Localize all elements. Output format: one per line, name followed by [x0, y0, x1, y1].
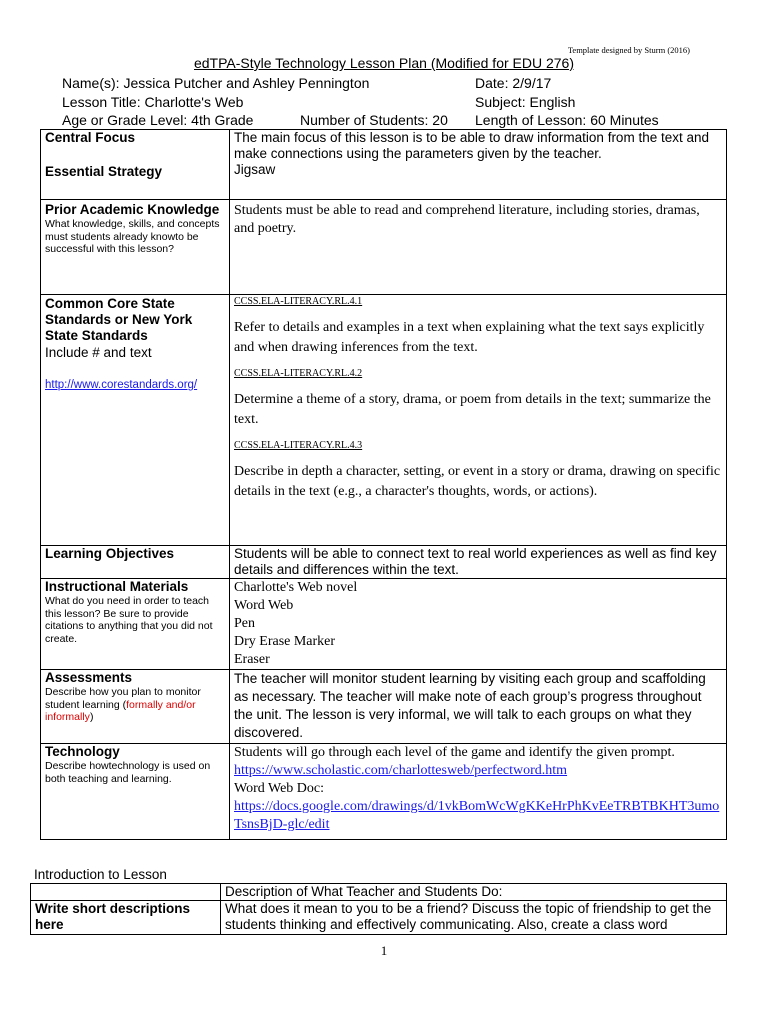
word-web-doc-label: Word Web Doc:	[234, 781, 325, 796]
assessments-label: Assessments	[45, 670, 133, 685]
standard-code[interactable]: CCSS.ELA-LITERACY.RL.4.1	[234, 296, 363, 307]
objectives-label-cell	[41, 546, 230, 579]
technology-label: Technology	[45, 744, 120, 759]
prior-knowledge-label: Prior Academic Knowledge	[45, 202, 220, 217]
objectives-row	[41, 546, 727, 579]
standard-code[interactable]: CCSS.ELA-LITERACY.RL.4.3	[234, 440, 363, 451]
template-credit: Template designed by Sturm (2016)	[567, 45, 690, 55]
students-field: Number of Students: 20	[300, 112, 448, 128]
focus-value-cell	[230, 130, 727, 200]
document-title	[0, 55, 768, 71]
lesson-title-field: Lesson Title: Charlotte's Web	[62, 94, 244, 110]
essential-strategy-value: Jigsaw	[234, 162, 276, 177]
corestandards-link[interactable]: http://www.corestandards.org/	[45, 379, 198, 391]
material-item: Eraser	[234, 652, 270, 667]
focus-label-cell	[41, 130, 230, 200]
names-field: Name(s): Jessica Putcher and Ashley Pennington	[62, 75, 370, 91]
assessments-label-cell	[41, 670, 230, 744]
material-item: Dry Erase Marker	[234, 634, 336, 649]
standards-label: Common Core State Standards or New York State Standards	[45, 296, 193, 343]
intro-row-value: What does it mean to you to be a friend? Discuss the topic of friendship to get the students thinking and effectively communicating. Also, create a class word	[221, 901, 727, 935]
material-item: Pen	[234, 616, 255, 631]
focus-row	[41, 130, 727, 200]
intro-table	[30, 883, 727, 935]
central-focus-label: Central Focus	[45, 130, 136, 145]
material-item: Charlotte's Web novel	[234, 580, 358, 595]
standards-label-cell	[41, 295, 230, 546]
standards-value-cell	[230, 295, 727, 546]
objectives-value: Students will be able to connect text to real world experiences as well as find key details and differences within the text.	[230, 546, 727, 579]
intro-body-row	[31, 901, 727, 935]
materials-hint: What do you need in order to teach this lesson? Be sure to provide citations to anything that you did not create.	[45, 595, 213, 645]
standard-text: Determine a theme of a story, drama, or poem from details in the text; summarize the text.	[234, 392, 711, 427]
technology-description: Students will go through each level of the game and identify the given prompt.	[234, 745, 675, 760]
materials-label: Instructional Materials	[45, 579, 189, 594]
technology-value-cell	[230, 744, 727, 840]
intro-header-row	[31, 884, 727, 901]
objectives-label: Learning Objectives	[45, 546, 175, 561]
technology-hint: Describe howtechnology is used on both teaching and learning.	[45, 760, 211, 785]
standard-code[interactable]: CCSS.ELA-LITERACY.RL.4.2	[234, 368, 363, 379]
grade-field: Age or Grade Level: 4th Grade	[62, 112, 254, 128]
prior-knowledge-hint: What knowledge, skills, and concepts must students already knowto be successful with this lesson?	[45, 218, 220, 255]
prior-knowledge-label-cell	[41, 200, 230, 295]
standard-text: Refer to details and examples in a text when explaining what the text says explicitly and when drawing inferences from the text.	[234, 320, 705, 355]
lesson-plan-table	[40, 129, 727, 840]
google-drawing-link[interactable]: https://docs.google.com/drawings/d/1vkBomWcWgKKeHrPhKvEeTRBTBKHT3umoTsnsBjD-glc/edit	[234, 799, 720, 832]
assessments-hint-highlight: formally and/or informally	[45, 698, 196, 723]
assessments-row	[41, 670, 727, 744]
standards-row	[41, 295, 727, 546]
materials-row	[41, 579, 727, 670]
materials-label-cell	[41, 579, 230, 670]
page-number: 1	[380, 943, 388, 958]
technology-row	[41, 744, 727, 840]
technology-label-cell	[41, 744, 230, 840]
prior-knowledge-value: Students must be able to read and comprehend literature, including stories, dramas, and poetry.	[230, 200, 727, 295]
materials-value-cell	[230, 579, 727, 670]
material-item: Word Web	[234, 598, 294, 613]
assessments-hint	[45, 686, 225, 724]
intro-row-label: Write short descriptions here	[31, 901, 221, 935]
assessments-hint-text: Describe how you plan to monitor student learning (	[45, 686, 201, 711]
scholastic-link[interactable]: https://www.scholastic.com/charlottesweb/perfectword.htm	[234, 763, 568, 778]
assessments-value: The teacher will monitor student learning by visiting each group and scaffolding as necessary. The teacher will make note of each group’s progress throughout the unit. The lesson is very informal, we will talk to each groups on what they discovered.	[230, 670, 727, 744]
central-focus-value: The main focus of this lesson is to be able to draw information from the text and make connections using the parameters given by the teacher.	[234, 130, 709, 161]
prior-knowledge-row	[41, 200, 727, 295]
date-field: Date: 2/9/17	[475, 75, 552, 91]
document-title-text: edTPA-Style Technology Lesson Plan (Modified for EDU 276)	[193, 55, 574, 71]
intro-heading: Introduction to Lesson	[34, 867, 167, 882]
assessments-hint-end: )	[89, 711, 94, 723]
length-field: Length of Lesson: 60 Minutes	[475, 112, 659, 128]
intro-empty-cell	[31, 884, 221, 901]
standards-hint: Include # and text	[45, 345, 152, 360]
subject-field: Subject: English	[475, 94, 576, 110]
intro-column-header: Description of What Teacher and Students Do:	[221, 884, 727, 901]
essential-strategy-label: Essential Strategy	[45, 164, 163, 179]
standard-text: Describe in depth a character, setting, or event in a story or drama, drawing on specific details in the text (e.g., a character's thoughts, words, or actions).	[234, 464, 721, 499]
